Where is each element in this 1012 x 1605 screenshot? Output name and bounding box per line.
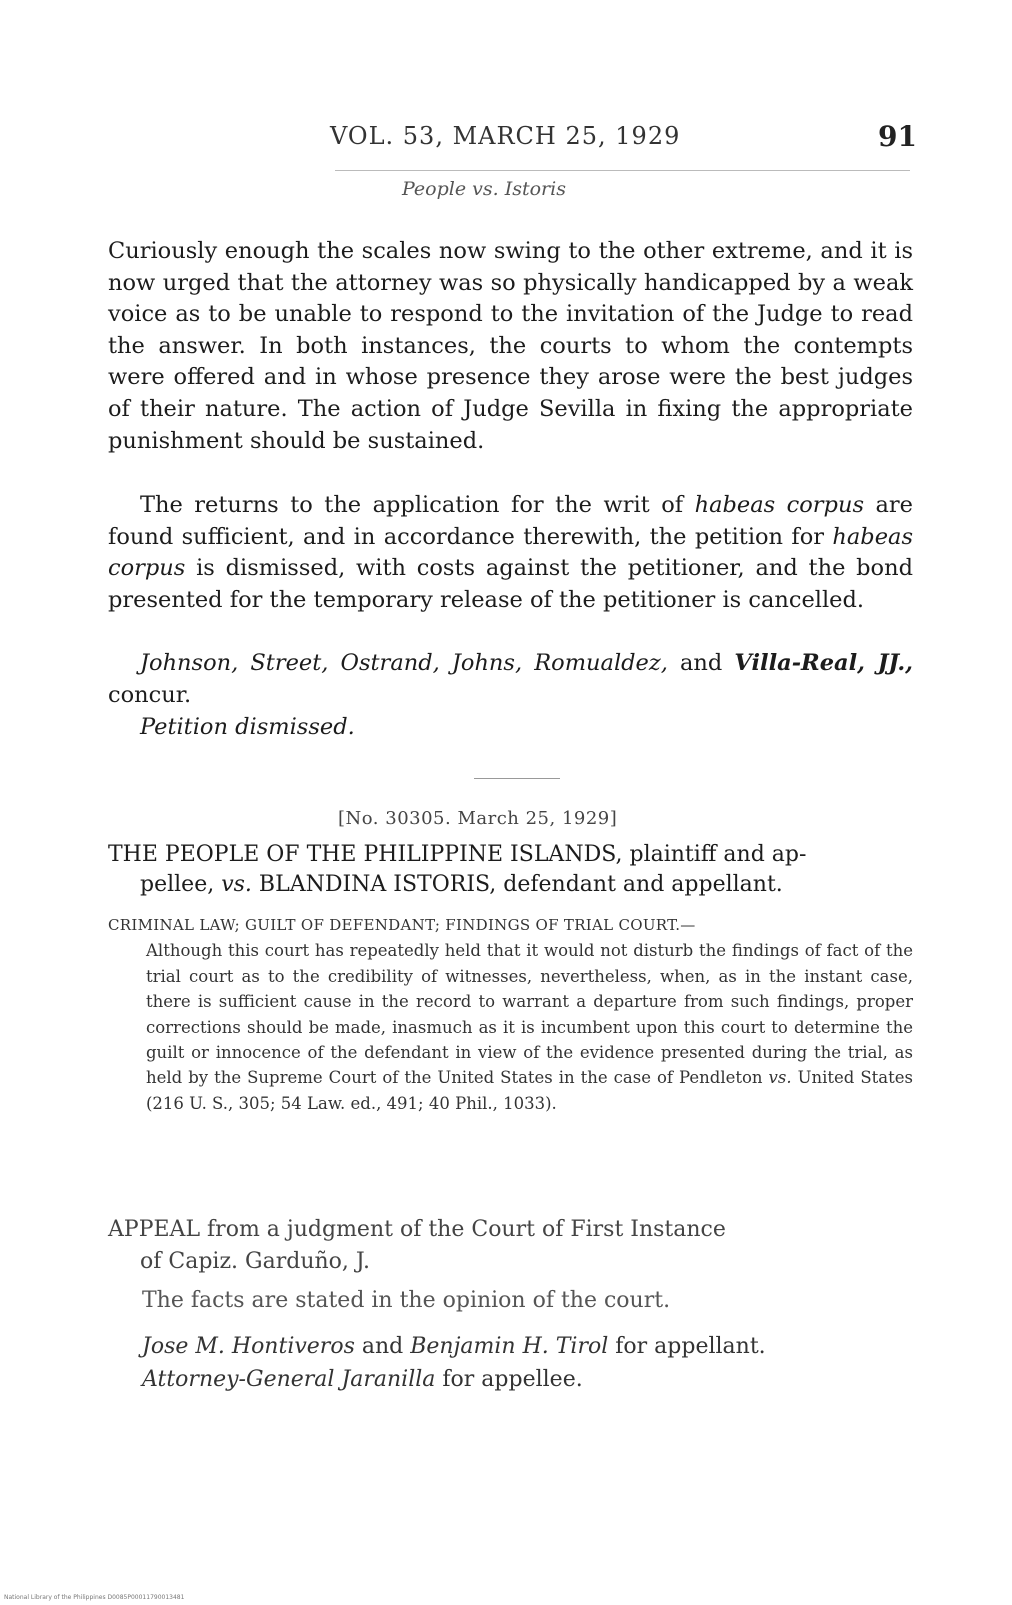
concurrence xyxy=(108,648,913,711)
counsel-name: Attorney-General Jaranilla xyxy=(142,1367,436,1392)
header-rule xyxy=(335,170,910,171)
text-run: concur. xyxy=(108,681,192,708)
appeal-line-2: of Capiz. Garduño, J. xyxy=(140,1249,370,1274)
justices-names: Johnson, Street, Ostrand, Johns, Romualdez, xyxy=(140,650,668,676)
last-justice: Villa-Real, JJ., xyxy=(734,650,913,676)
vs-term: vs. xyxy=(221,872,252,897)
text-run: for appellant. xyxy=(608,1334,766,1359)
text-run: for appellee. xyxy=(435,1367,583,1392)
scan-footer: National Library of the Philippines D0085P00011790013481 xyxy=(4,1594,185,1601)
counsel-appellant xyxy=(142,1330,912,1363)
counsel-name: Benjamin H. Tirol xyxy=(410,1334,609,1359)
vs-term: vs. xyxy=(768,1068,792,1088)
case-number: [No. 30305. March 25, 1929] xyxy=(338,808,618,829)
paragraph-text xyxy=(108,712,913,744)
syllabus-topic: CRIMINAL LAW; GUILT OF DEFENDANT; FINDINGS OF TRIAL COURT.— xyxy=(108,916,696,934)
decision-paragraph-2 xyxy=(108,490,913,616)
syllabus xyxy=(108,912,913,1116)
counsel-block xyxy=(142,1330,912,1396)
paragraph-text: Curiously enough the scales now swing to the other extreme, and it is now urged that the attorney was so physically handicapped by a weak voice as to be unable to respond to the invitation of the Judge to read the answer. In both instances, the courts to whom the contempts were offered and in whose presence they arose were the best judges of their nature. The action of Judge Sevilla in fixing the appropriate punishment should be sustained. xyxy=(108,238,913,454)
appeal-line-1: APPEAL from a judgment of the Court of First Instance xyxy=(108,1217,726,1242)
disposition xyxy=(108,712,913,744)
text-run: and xyxy=(354,1334,411,1359)
caption-line-2 xyxy=(108,870,913,900)
italic-term: habeas corpus xyxy=(108,523,913,582)
case-caption xyxy=(108,840,913,900)
running-head: People vs. Istoris xyxy=(402,178,566,200)
page-number: 91 xyxy=(878,120,917,153)
separator-rule xyxy=(474,778,560,779)
text-run: United States (216 U. S., 305; 54 Law. ed., 491; 40 Phil., 1033). xyxy=(146,1068,913,1113)
text-run: is dismissed, with costs against the petitioner, and the bond presented for the temporary release of the petitioner is cancelled. xyxy=(108,555,913,613)
syllabus-body xyxy=(108,938,913,1116)
disposition-text: Petition dismissed. xyxy=(140,714,355,740)
text-run: are found sufficient, and in accordance therewith, the petition for xyxy=(108,492,913,550)
italic-term: habeas corpus xyxy=(694,492,864,518)
paragraph-text xyxy=(108,648,913,711)
caption-line-1: THE PEOPLE OF THE PHILIPPINE ISLANDS, plaintiff and ap- xyxy=(108,842,807,867)
text-run: The returns to the application for the writ of xyxy=(140,492,695,518)
volume-header: VOL. 53, MARCH 25, 1929 xyxy=(330,122,681,150)
text-run: Although this court has repeatedly held that it would not disturb the findings of fact of the trial court as to the credibility of witnesses, nevertheless, when, as in the instant case, there is sufficient cause in the record to warrant a departure from such findings, proper corrections should be made, inasmuch as it is incumbent upon this court to determine the guilt or innocence of the defendant in view of the evidence presented during the trial, as held by the Supreme Court of the United States in the case of Pendleton xyxy=(146,941,913,1088)
appeal-statement xyxy=(108,1214,913,1278)
paragraph-text xyxy=(108,490,913,616)
counsel-name: Jose M. Hontiveros xyxy=(142,1334,355,1359)
text-run: BLANDINA ISTORIS, defendant and appellant. xyxy=(251,872,783,897)
facts-statement: The facts are stated in the opinion of the court. xyxy=(142,1288,671,1313)
text-run: and xyxy=(667,650,735,676)
text-run: pellee, xyxy=(140,872,222,897)
decision-paragraph-1 xyxy=(108,236,913,457)
counsel-appellee xyxy=(142,1363,912,1396)
